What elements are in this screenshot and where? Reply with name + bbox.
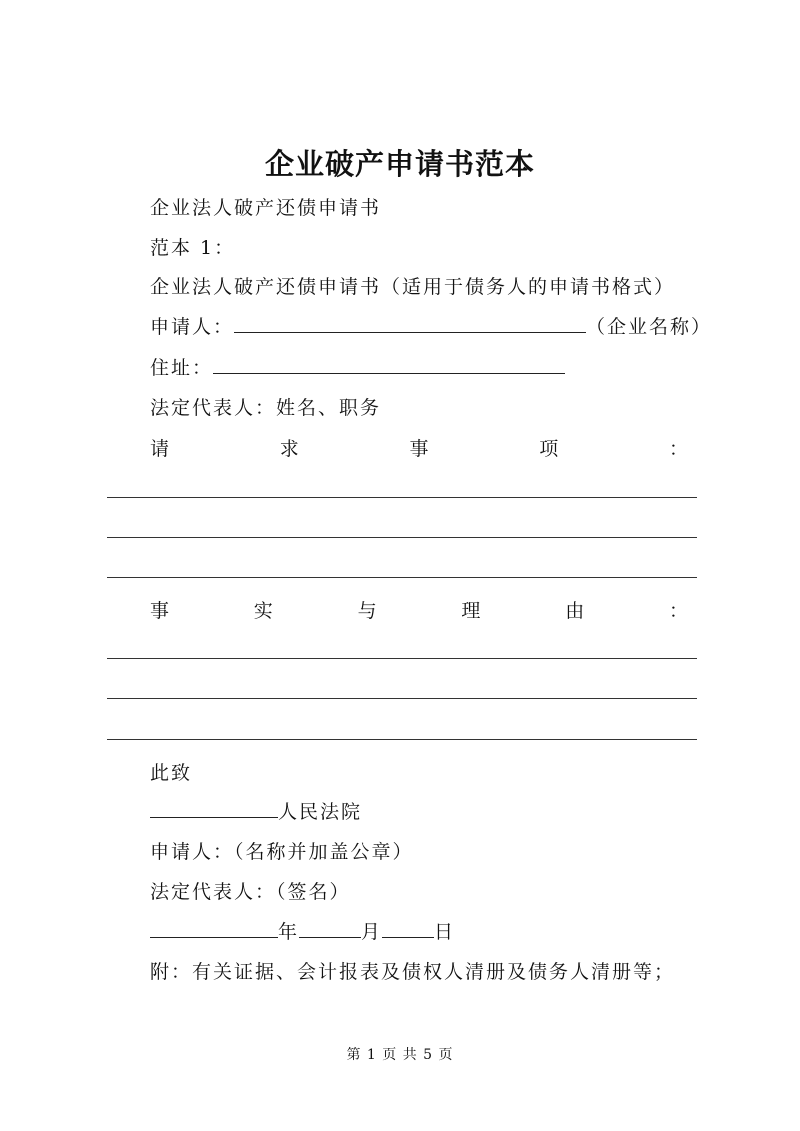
request-char: ：: [668, 438, 688, 460]
facts-char: ：: [668, 600, 688, 622]
form-heading: 企业法人破产还债申请书（适用于债务人的申请书格式）: [150, 276, 676, 298]
month-blank[interactable]: [299, 919, 361, 938]
applicant-label: 申请人：: [150, 316, 235, 338]
legal-rep-sign: 法定代表人：（签名）: [150, 881, 351, 903]
legal-rep-line: 法定代表人：姓名、职务: [150, 397, 382, 419]
facts-heading: [150, 598, 688, 624]
day-blank[interactable]: [382, 919, 434, 938]
facts-char: 实: [253, 600, 273, 622]
applicant-name-blank[interactable]: [234, 314, 586, 333]
date-line: [150, 919, 455, 945]
request-char: 项: [539, 438, 559, 460]
facts-blank-line[interactable]: [107, 658, 697, 659]
court-suffix: 人民法院: [278, 801, 363, 823]
request-char: 事: [409, 438, 429, 460]
facts-blank-line[interactable]: [107, 698, 697, 699]
facts-char: 与: [357, 600, 377, 622]
month-label: 月: [361, 921, 383, 943]
sample-label: 范本 1：: [150, 237, 236, 259]
court-name-blank[interactable]: [150, 799, 278, 818]
address-blank[interactable]: [213, 355, 565, 374]
applicant-line: [150, 314, 712, 340]
facts-char: 理: [461, 600, 481, 622]
request-blank-line[interactable]: [107, 497, 697, 498]
request-char: 求: [279, 438, 299, 460]
subtitle: 企业法人破产还债申请书: [150, 197, 382, 219]
request-heading: [150, 436, 688, 462]
applicant-suffix: （企业名称）: [586, 316, 713, 338]
page-footer: 第 1 页 共 5 页: [346, 1047, 454, 1063]
year-label: 年: [278, 921, 300, 943]
day-label: 日: [434, 921, 456, 943]
address-label: 住址：: [150, 357, 214, 379]
request-blank-line[interactable]: [107, 537, 697, 538]
facts-blank-line[interactable]: [107, 739, 697, 740]
closing: 此致: [150, 762, 193, 784]
facts-char: 事: [150, 600, 170, 622]
applicant-seal: 申请人：（名称并加盖公章）: [150, 841, 414, 863]
request-char: 请: [150, 438, 170, 460]
document-title: 企业破产申请书范本: [264, 147, 535, 181]
court-line: [150, 799, 362, 825]
request-blank-line[interactable]: [107, 577, 697, 578]
year-blank[interactable]: [150, 919, 278, 938]
facts-char: 由: [565, 600, 585, 622]
attachment-note: 附：有关证据、会计报表及债权人清册及债务人清册等；: [150, 961, 676, 983]
address-line: [150, 355, 565, 381]
